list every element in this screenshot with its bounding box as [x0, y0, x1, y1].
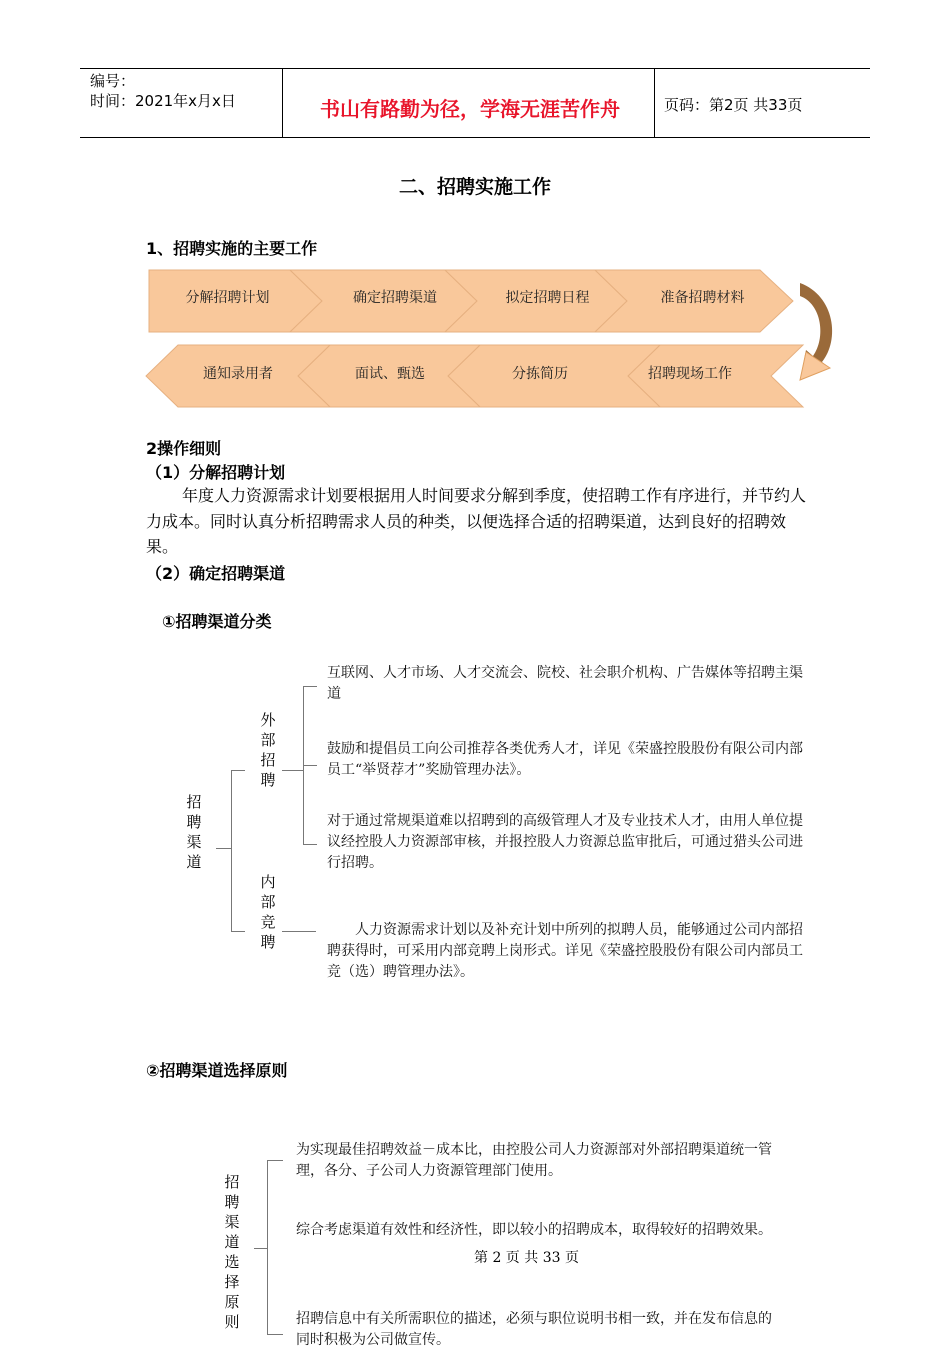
header-motto: 书山有路勤为径，学海无涯苦作舟 [320, 97, 620, 121]
flow-shapes [0, 0, 950, 420]
principle-item-1: 为实现最佳招聘效益－成本比，由控股公司人力资源部对外部招聘渠道统一管理，各分、子公司人力资源管理部门使用。 [296, 1142, 772, 1179]
section-heading-1: 1、招聘实施的主要工作 [146, 239, 318, 258]
flow-step-3: 拟定招聘日程 [505, 290, 590, 306]
channel-item-2: 鼓励和提倡员工向公司推荐各类优秀人才，详见《荣盛控股股份有限公司内部员工“举贤荐才”奖励管理办法》。 [327, 741, 803, 778]
subheading-2b: ②招聘渠道选择原则 [146, 1061, 288, 1080]
paragraph-1: 年度人力资源需求计划要根据用人时间要求分解到季度，使招聘工作有序进行，并节约人力成本。同时认真分析招聘需求人员的种类，以便选择合适的招聘渠道，达到良好的招聘效果。 [146, 486, 807, 556]
tree-connector [267, 1334, 283, 1335]
tree-connector [231, 770, 232, 932]
principle-item-2: 综合考虑渠道有效性和经济性，即以较小的招聘成本，取得较好的招聘效果。 [296, 1222, 772, 1238]
tree-connector [303, 765, 317, 766]
flow-step-6: 面试、甄选 [355, 366, 425, 382]
number-label: 编号： [90, 72, 136, 90]
tree-internal-label: 内部竞聘 [260, 873, 276, 951]
flow-step-7: 分拣简历 [512, 366, 568, 382]
subheading-2: （2）确定招聘渠道 [146, 564, 286, 583]
time-label: 时间：2021年x月x日 [90, 92, 236, 110]
subheading-1: （1）分解招聘计划 [146, 463, 286, 482]
tree-connector [231, 770, 245, 771]
channel-item-1: 互联网、人才市场、人才交流会、院校、社会职介机构、广告媒体等招聘主渠道 [327, 665, 803, 702]
flow-step-1: 分解招聘计划 [185, 290, 270, 306]
tree-connector [267, 1160, 283, 1161]
flow-step-5: 通知录用者 [203, 366, 273, 382]
principles-root-label: 招聘渠道选择原则 [224, 1173, 240, 1331]
u-turn-arrow [800, 283, 832, 380]
tree-external-label: 外部招聘 [260, 711, 276, 789]
section-heading-2: 2操作细则 [146, 439, 222, 458]
channel-item-3: 对于通过常规渠道难以招聘到的高级管理人才及专业技术人才，由用人单位提议经控股人力资源部审核，并报控股人力资源总监审批后，可通过猎头公司进行招聘。 [327, 813, 803, 871]
subheading-2a: ①招聘渠道分类 [162, 612, 272, 631]
tree-connector [282, 931, 316, 932]
tree-connector [282, 770, 304, 771]
header-page-info: 页码：第2页 共33页 [664, 96, 803, 114]
tree-root-label: 招聘渠道 [186, 793, 202, 871]
flow-step-2: 确定招聘渠道 [353, 290, 437, 306]
principle-item-3: 招聘信息中有关所需职位的描述，必须与职位说明书相一致，并在发布信息的同时积极为公司做宣传。 [296, 1311, 772, 1348]
page-title: 二、招聘实施工作 [398, 176, 551, 198]
tree-connector [231, 931, 245, 932]
flow-step-8: 招聘现场工作 [648, 366, 732, 382]
tree-connector [303, 844, 317, 845]
page-footer: 第 2 页 共 33 页 [474, 1250, 579, 1266]
flow-step-4: 准备招聘材料 [660, 290, 745, 306]
tree-connector [216, 848, 232, 849]
tree-connector [303, 686, 317, 687]
channel-item-4: 人力资源需求计划以及补充计划中所列的拟聘人员，能够通过公司内部招聘获得时，可采用内部竞聘上岗形式。详见《荣盛控股股份有限公司内部员工竞（选）聘管理办法》。 [327, 922, 803, 980]
